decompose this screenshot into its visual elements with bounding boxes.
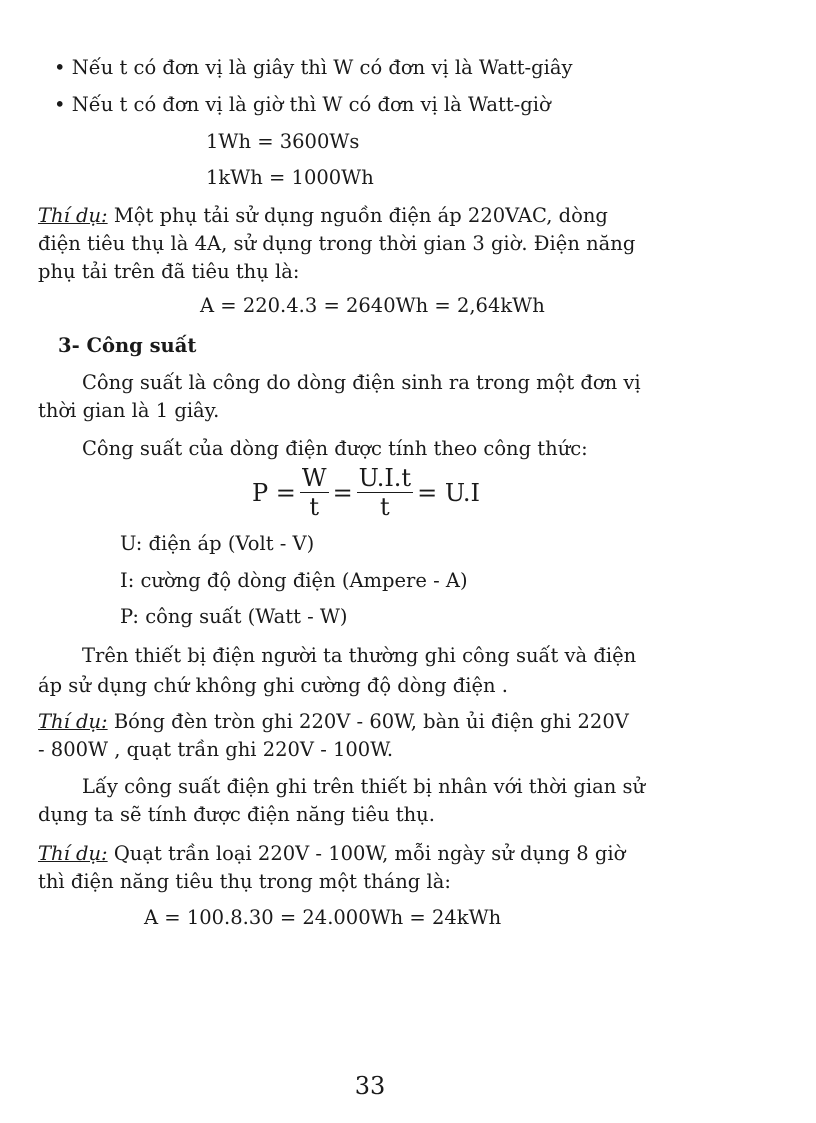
example1-label: Thí dụ: <box>38 204 108 227</box>
conversion-kwh-wh: 1kWh = 1000Wh <box>206 166 374 189</box>
example2-label: Thí dụ: <box>38 710 108 733</box>
fraction-denominator: t <box>309 493 320 522</box>
example3-line1 <box>38 844 625 864</box>
formula-intro: Công suất của dòng điện được tính theo công thức: <box>82 437 588 460</box>
device-note-line1: Trên thiết bị điện người ta thường ghi công suất và điện <box>82 644 637 667</box>
energy-note-line1: Lấy công suất điện ghi trên thiết bị nhân với thời gian sử <box>82 775 646 798</box>
formula-lhs: P = <box>252 479 296 508</box>
bullet-hours: • Nếu t có đơn vị là giờ thì W có đơn vị là Watt-giờ <box>54 93 551 116</box>
fraction-w-over-t <box>300 466 329 521</box>
page-number: 33 <box>354 1072 386 1100</box>
example2-line1 <box>38 712 629 732</box>
conversion-wh-ws: 1Wh = 3600Ws <box>206 130 360 153</box>
example1-line2: điện tiêu thụ là 4A, sử dụng trong thời gian 3 giờ. Điện năng <box>38 232 636 255</box>
legend-power: P: công suất (Watt - W) <box>120 605 348 628</box>
section-heading: 3- Công suất <box>58 334 197 357</box>
device-note-line2: áp sử dụng chứ không ghi cường độ dòng điện . <box>38 674 508 697</box>
formula-equals: = <box>332 479 353 508</box>
definition-line1: Công suất là công do dòng điện sinh ra trong một đơn vị <box>82 371 641 394</box>
example3-label: Thí dụ: <box>38 842 108 865</box>
example3-line2: thì điện năng tiêu thụ trong một tháng là: <box>38 870 451 893</box>
legend-voltage: U: điện áp (Volt - V) <box>120 532 315 555</box>
fraction-numerator: W <box>301 464 327 492</box>
example3-formula: A = 100.8.30 = 24.000Wh = 24kWh <box>144 906 502 929</box>
legend-current: I: cường độ dòng điện (Ampere - A) <box>120 569 468 592</box>
fraction-uit-over-t <box>357 466 413 521</box>
fraction-numerator: U.I.t <box>358 464 412 492</box>
example3-text: Quạt trần loại 220V - 100W, mỗi ngày sử dụng 8 giờ <box>107 842 626 865</box>
book-page <box>38 0 738 1123</box>
example1-line3: phụ tải trên đã tiêu thụ là: <box>38 260 300 283</box>
example1-line1 <box>38 206 608 226</box>
example2-line2: - 800W , quạt trần ghi 220V - 100W. <box>38 738 394 761</box>
example2-text: Bóng đèn tròn ghi 220V - 60W, bàn ủi điện ghi 220V <box>107 710 629 733</box>
bullet-seconds: • Nếu t có đơn vị là giây thì W có đơn vị là Watt-giây <box>54 56 573 79</box>
formula-rhs: = U.I <box>417 479 480 508</box>
fraction-denominator: t <box>380 493 390 522</box>
power-formula <box>252 466 480 521</box>
example1-text: Một phụ tải sử dụng nguồn điện áp 220VAC, dòng <box>107 204 608 227</box>
definition-line2: thời gian là 1 giây. <box>38 399 220 422</box>
example1-formula: A = 220.4.3 = 2640Wh = 2,64kWh <box>200 294 545 317</box>
energy-note-line2: dụng ta sẽ tính được điện năng tiêu thụ. <box>38 803 435 826</box>
